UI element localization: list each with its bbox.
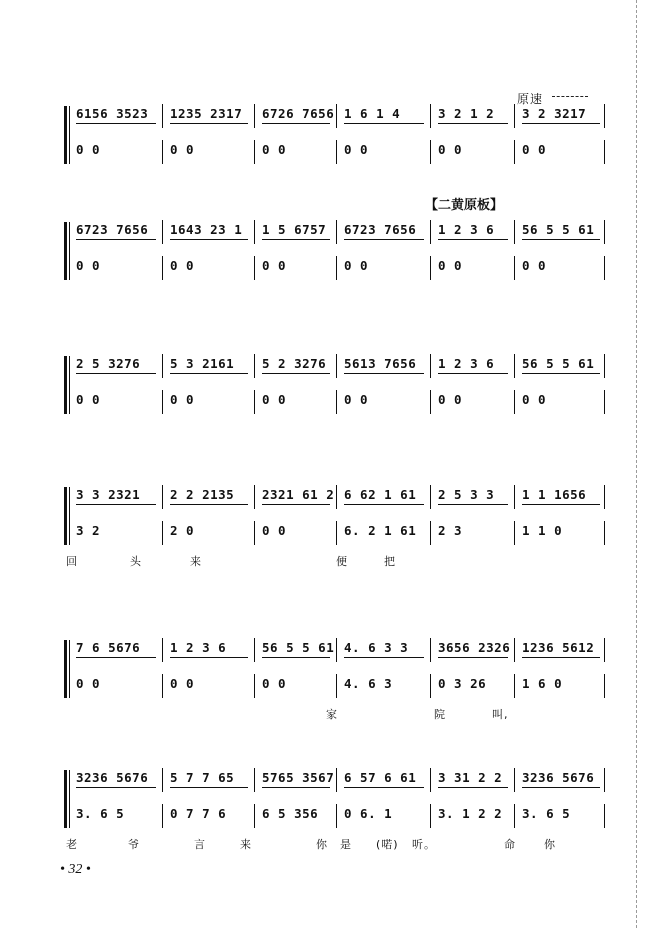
beam-underline [438,239,508,240]
bar-line [430,768,431,792]
lyric-syllable: 言 [194,838,206,851]
measure: 2 3 [438,523,463,538]
vocal-staff [68,142,604,164]
bar-line [604,768,605,792]
measure: 6 57 6 61 [344,770,417,785]
bar-line [604,220,605,244]
measure: 3. 6 5 [76,806,125,821]
measure: 2 0 [170,523,195,538]
measure: 3236 5676 [522,770,595,785]
beam-underline [170,787,248,788]
accompaniment-staff [68,106,604,128]
lyric-syllable: 来 [240,838,252,851]
lyric-syllable: 是 [340,838,352,851]
bar-line [336,256,337,280]
measure: 2 5 3 3 [438,487,495,502]
beam-underline [344,787,424,788]
bar-line [430,390,431,414]
score-system [64,640,604,730]
tempo-extension-line [552,96,588,97]
score-system [64,356,604,446]
bar-line [254,256,255,280]
bar-line [514,521,515,545]
bar-line [336,804,337,828]
section-title: 【二黄原板】 [425,198,504,213]
bar-line [514,140,515,164]
measure: 6723 7656 [76,222,149,237]
bar-line [604,485,605,509]
bar-line [162,140,163,164]
bar-line [162,354,163,378]
bar-line [604,521,605,545]
bar-line [336,521,337,545]
measure: 6156 3523 [76,106,149,121]
measure: 2 2 2135 [170,487,235,502]
bar-line [514,390,515,414]
bar-line [430,104,431,128]
accompaniment-staff [68,770,604,792]
measure: 0 0 [76,392,101,407]
measure: 5 2 3276 [262,356,327,371]
bar-line [162,104,163,128]
lyric-syllable: 家 [326,708,338,721]
bar-line [336,638,337,662]
bar-line [604,638,605,662]
measure: 3. 6 5 [522,806,571,821]
accompaniment-staff [68,356,604,378]
bar-line [604,804,605,828]
vocal-staff [68,258,604,280]
beam-underline [438,657,508,658]
measure: 0 0 [262,523,287,538]
beam-underline [438,373,508,374]
accompaniment-staff [68,487,604,509]
bar-line [336,485,337,509]
score-system [64,770,604,860]
bar-line [162,485,163,509]
beam-underline [522,373,600,374]
beam-underline [76,787,156,788]
measure: 0 3 26 [438,676,487,691]
measure: 3 31 2 2 [438,770,503,785]
lyric-syllable: 回 [66,555,78,568]
bar-line [254,521,255,545]
bar-line [254,104,255,128]
measure: 3 3 2321 [76,487,141,502]
measure: 6. 2 1 61 [344,523,417,538]
bar-line [254,638,255,662]
beam-underline [76,123,156,124]
beam-underline [344,123,424,124]
measure: 0 0 [170,142,195,157]
tempo-mark: 原速 [517,92,544,106]
beam-underline [438,123,508,124]
bar-line [604,390,605,414]
measure: 0 0 [170,676,195,691]
measure: 0 0 [262,142,287,157]
bar-line [514,256,515,280]
measure: 5 7 7 65 [170,770,235,785]
vocal-staff [68,806,604,828]
measure: 2321 61 2 [262,487,335,502]
measure: 1236 5612 [522,640,595,655]
measure: 5613 7656 [344,356,417,371]
beam-underline [262,787,330,788]
measure: 1235 2317 [170,106,243,121]
beam-underline [344,657,424,658]
bar-line [430,485,431,509]
bar-line [514,104,515,128]
measure: 1 6 0 [522,676,563,691]
bar-line [162,638,163,662]
measure: 6723 7656 [344,222,417,237]
bar-line [162,220,163,244]
measure: 0 0 [438,258,463,273]
lyric-syllable: 把 [384,555,396,568]
bar-line [254,804,255,828]
bar-line [336,104,337,128]
page-margin-line [636,0,637,928]
beam-underline [438,504,508,505]
bar-line [514,768,515,792]
bar-line [254,485,255,509]
bar-line [430,674,431,698]
measure: 1 2 3 6 [438,356,495,371]
measure: 3656 2326 [438,640,511,655]
bar-line [430,220,431,244]
measure: 3236 5676 [76,770,149,785]
measure: 0 0 [76,258,101,273]
accompaniment-staff [68,222,604,244]
measure: 56 5 5 61 [522,222,595,237]
bar-line [336,140,337,164]
beam-underline [522,123,600,124]
bar-line [336,390,337,414]
measure: 0 0 [262,676,287,691]
bar-line [430,140,431,164]
lyric-syllable: 听。 [412,838,436,851]
beam-underline [522,239,600,240]
bar-line [514,354,515,378]
measure: 5765 3567 [262,770,335,785]
beam-underline [170,123,248,124]
beam-underline [262,123,330,124]
bar-line [430,521,431,545]
measure: 1 5 6757 [262,222,327,237]
lyric-syllable: 叫, [492,708,509,721]
beam-underline [76,657,156,658]
beam-underline [344,504,424,505]
measure: 0 0 [262,258,287,273]
measure: 0 0 [344,258,369,273]
measure: 5 3 2161 [170,356,235,371]
measure: 4. 6 3 3 [344,640,409,655]
bar-line [604,674,605,698]
measure: 0 0 [76,676,101,691]
bar-line [162,768,163,792]
bar-line [254,354,255,378]
measure: 0 0 [170,392,195,407]
beam-underline [344,373,424,374]
lyric-syllable: 头 [130,555,142,568]
beam-underline [76,373,156,374]
bar-line [162,521,163,545]
bar-line [604,354,605,378]
lyric-syllable: (喏) [376,838,399,851]
measure: 3 2 [76,523,101,538]
vocal-staff [68,676,604,698]
measure: 3. 1 2 2 [438,806,503,821]
bar-line [514,804,515,828]
score-system [64,106,604,196]
measure: 56 5 5 61 [262,640,335,655]
beam-underline [170,657,248,658]
lyric-syllable: 爷 [128,838,140,851]
score-system [64,222,604,312]
measure: 0 0 [262,392,287,407]
beam-underline [262,373,330,374]
measure: 0 0 [522,392,547,407]
bar-line [336,354,337,378]
measure: 0 0 [438,392,463,407]
bar-line [254,140,255,164]
beam-underline [170,504,248,505]
beam-underline [262,504,330,505]
bar-line [430,804,431,828]
measure: 6726 7656 [262,106,335,121]
beam-underline [76,239,156,240]
measure: 1643 23 1 [170,222,243,237]
bar-line [162,674,163,698]
bar-line [254,390,255,414]
bar-line [254,674,255,698]
bar-line [604,256,605,280]
measure: 0 0 [76,142,101,157]
bar-line [514,485,515,509]
bar-line [254,220,255,244]
beam-underline [262,239,330,240]
bar-line [514,220,515,244]
beam-underline [522,787,600,788]
lyric-syllable: 老 [66,838,78,851]
measure: 6 5 356 [262,806,319,821]
bar-line [162,390,163,414]
bar-line [162,256,163,280]
measure: 7 6 5676 [76,640,141,655]
measure: 2 5 3276 [76,356,141,371]
lyric-syllable: 你 [544,838,556,851]
measure: 1 2 3 6 [170,640,227,655]
lyric-syllable: 来 [190,555,202,568]
bar-line [604,140,605,164]
measure: 0 0 [438,142,463,157]
bar-line [514,674,515,698]
beam-underline [170,373,248,374]
beam-underline [522,657,600,658]
page-number: • 32 • [60,862,91,877]
bar-line [254,768,255,792]
bar-line [336,220,337,244]
measure: 56 5 5 61 [522,356,595,371]
beam-underline [438,787,508,788]
measure: 1 1 0 [522,523,563,538]
bar-line [430,638,431,662]
bar-line [336,674,337,698]
bar-line [430,256,431,280]
beam-underline [170,239,248,240]
measure: 3 2 1 2 [438,106,495,121]
measure: 1 6 1 4 [344,106,401,121]
bar-line [336,768,337,792]
bar-line [514,638,515,662]
measure: 4. 6 3 [344,676,393,691]
measure: 0 0 [344,142,369,157]
lyric-syllable: 你 [316,838,328,851]
beam-underline [344,239,424,240]
vocal-staff [68,523,604,545]
measure: 0 0 [170,258,195,273]
accompaniment-staff [68,640,604,662]
bar-line [430,354,431,378]
measure: 1 2 3 6 [438,222,495,237]
measure: 6 62 1 61 [344,487,417,502]
measure: 1 1 1656 [522,487,587,502]
beam-underline [76,504,156,505]
score-system [64,487,604,577]
lyric-syllable: 命 [504,838,516,851]
measure: 0 0 [344,392,369,407]
measure: 3 2 3217 [522,106,587,121]
beam-underline [522,504,600,505]
measure: 0 0 [522,142,547,157]
bar-line [162,804,163,828]
measure: 0 6. 1 [344,806,393,821]
measure: 0 0 [522,258,547,273]
bar-line [604,104,605,128]
vocal-staff [68,392,604,414]
lyric-syllable: 便 [336,555,348,568]
lyric-syllable: 院 [434,708,446,721]
measure: 0 7 7 6 [170,806,227,821]
beam-underline [262,657,330,658]
